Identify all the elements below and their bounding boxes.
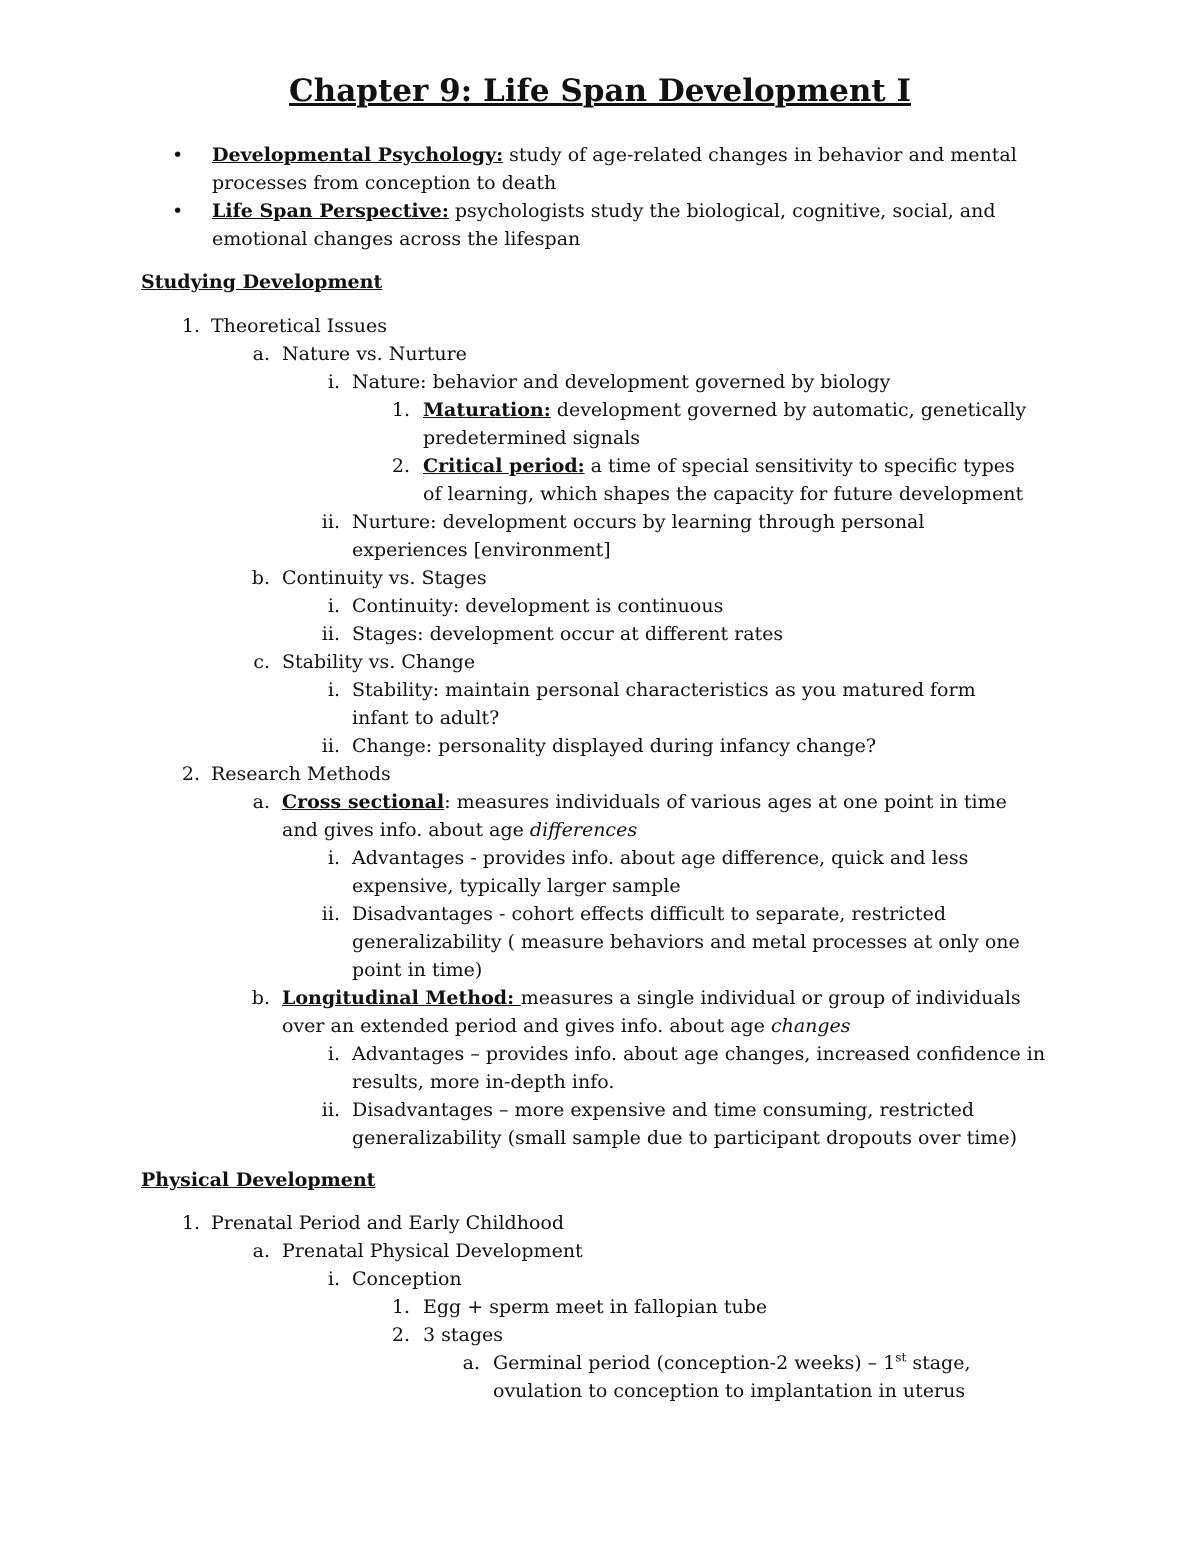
list-item-continuation: expensive, typically larger sample [352, 875, 681, 897]
list-item-continuation: infant to adult? [352, 707, 500, 729]
definition-life-span-perspective: Life Span Perspective: psychologists study the biological, cognitive, social, and [212, 200, 996, 222]
list-item-continuation: generalizability ( measure behaviors and metal processes at only one [352, 931, 1020, 953]
list-item-continuation: ovulation to conception to implantation in uterus [493, 1380, 966, 1402]
term: Developmental Psychology: [212, 144, 504, 166]
section-heading-studying-development: Studying Development [141, 271, 383, 293]
list-item-continuation: generalizability (small sample due to participant dropouts over time) [352, 1127, 1017, 1149]
bullet-icon: • [172, 200, 184, 222]
list-item-continuation: experiences [environment] [352, 539, 611, 561]
list-item-continuation: and gives info. about age differences [282, 819, 638, 841]
bullet-icon: • [172, 144, 184, 166]
list-item-continuation: results, more in-depth info. [352, 1071, 615, 1093]
list-item-continuation: point in time) [352, 959, 483, 981]
definition-developmental-psychology: Developmental Psychology: study of age-related changes in behavior and mental [212, 144, 1017, 166]
list-item-continuation: over an extended period and gives info. about age changes [282, 1015, 851, 1037]
definition-continuation: processes from conception to death [212, 172, 557, 194]
term: Life Span Perspective: [212, 200, 449, 222]
definition-continuation: emotional changes across the lifespan [212, 228, 581, 250]
section-heading-physical-development: Physical Development [141, 1169, 376, 1191]
list-item-continuation: of learning, which shapes the capacity for future development [423, 483, 1024, 505]
document-page: Chapter 9: Life Span Development I • Developmental Psychology: study of age-related changes in behavior and mental processes from conception to death • Life Span Perspective: psychologists study the biological, cognitive, social, and emotional changes across the lifespan Studying Development 1. Theoretical Issues a. Nature vs. Nurture i. Nature: behavior and development governed by biology 1. Maturation: development governed by automatic, genetically predetermined signals 2. Critical period: a time of special sensitivity to specific types of learning, which shapes the capacity for future development ii. Nurture: development occurs by learning through personal experiences [environment] b. Continuity vs. Stages i. Continuity: development is continuous ii. Stages: development occur at different rates c. Stability vs. Change i. Stability: maintain personal characteristics as you matured form infant to adult? ii. Change: personality displayed during infancy change? 2. Research Methods a. Cross sectional: measures individuals of various ages at one point in time and gives info. about age differences i. Advantages - provides info. about age difference, quick and less expensive, typically larger sample ii. Disadvantages - cohort effects difficult to separate, restricted generalizability ( measure behaviors and metal processes at only one point in time) b. Longitudinal Method: measures a single individual or group of individuals over an extended period and gives info. about age changes i. Advantages – provides info. about age changes, increased confidence in results, more in-depth info. ii. Disadvantages – more expensive and time consuming, restricted generalizability (small sample due to participant dropouts over time) Physical Development 1. Prenatal Period and Early Childhood a. Prenatal Physical Development i. Conception 1. Egg + sperm meet in fallopian tube 2. 3 stages a. Germinal period (conception-2 weeks) – 1st stage, ovulation to conception to implantation in uterus [0, 0, 1200, 1553]
list-item-continuation: predetermined signals [423, 427, 641, 449]
page-title: Chapter 9: Life Span Development I [289, 73, 911, 109]
